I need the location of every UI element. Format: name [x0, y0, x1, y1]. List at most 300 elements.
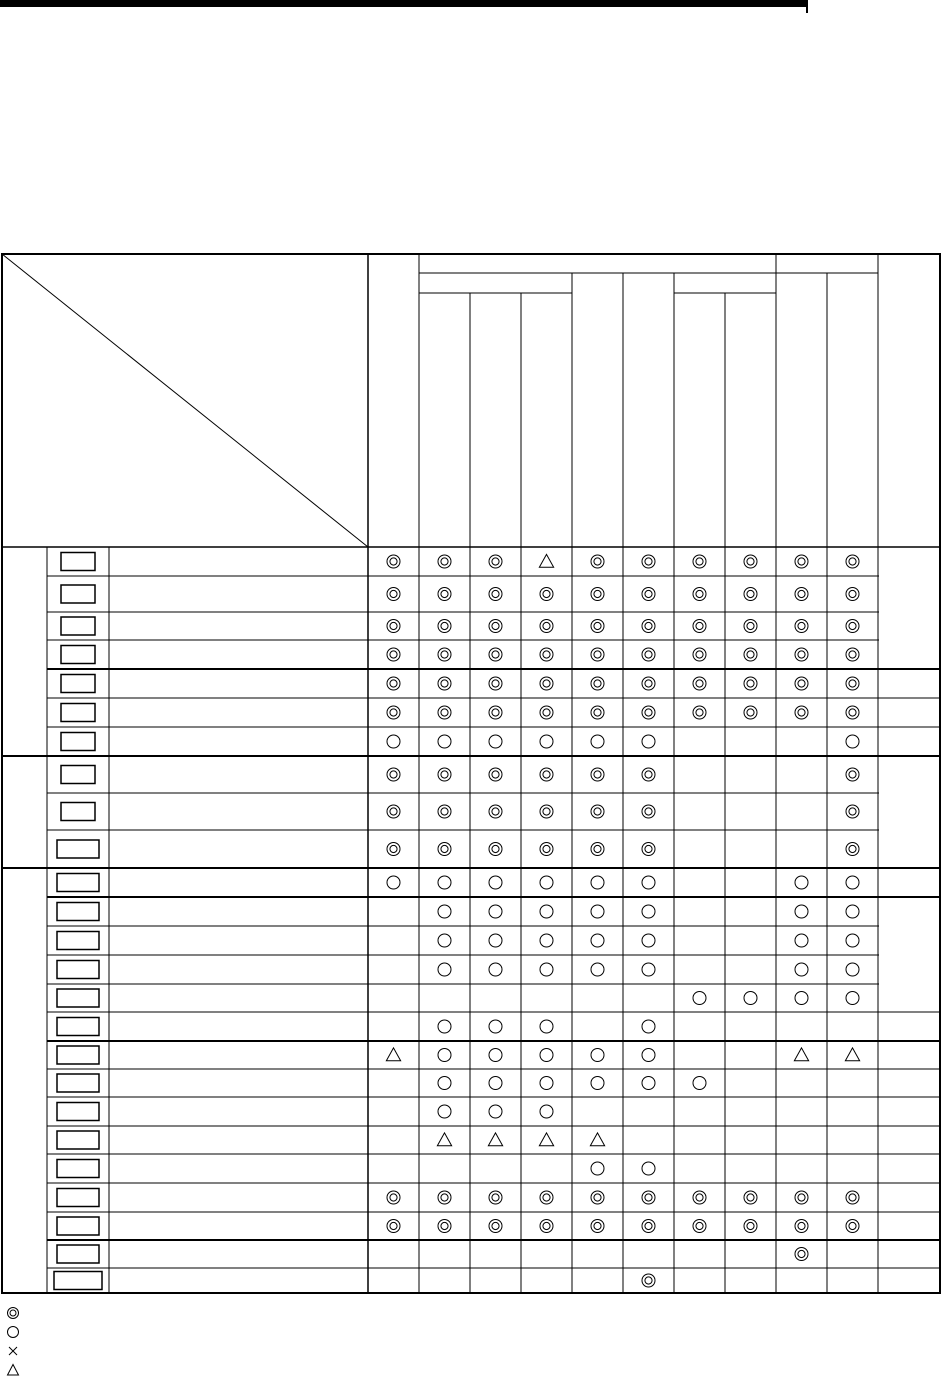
mark-double-circle-inner [594, 845, 601, 852]
mark-double-circle [591, 588, 604, 601]
legend-symbol-icon [6, 1363, 20, 1377]
mark-double-circle [744, 588, 757, 601]
mark-double-circle-inner [441, 771, 448, 778]
mark-circle [591, 1077, 604, 1090]
mark-double-circle [489, 648, 502, 661]
mark-double-circle-inner [747, 622, 754, 629]
mark-double-circle-inner [798, 680, 805, 687]
item-code-box [57, 932, 99, 950]
mark-circle [438, 1105, 451, 1118]
mark-double-circle-inner [492, 680, 499, 687]
mark-double-circle [642, 843, 655, 856]
merged-cell [879, 828, 939, 832]
mark-double-circle-inner [696, 1194, 703, 1201]
mark-double-circle-inner [441, 1194, 448, 1201]
item-code-box [61, 585, 95, 603]
mark-double-circle [540, 706, 553, 719]
mark-circle [438, 735, 451, 748]
mark-circle [540, 1020, 553, 1033]
item-code-box [57, 840, 99, 858]
mark-circle [693, 992, 706, 1005]
mark-double-circle-inner [390, 709, 397, 716]
mark-double-circle [438, 706, 451, 719]
mark-double-circle-inner [747, 1194, 754, 1201]
mark-double-circle [693, 677, 706, 690]
mark-double-circle [591, 805, 604, 818]
mark-double-circle-inner [441, 808, 448, 815]
mark-double-circle [438, 588, 451, 601]
mark-double-circle-inner [747, 680, 754, 687]
mark-double-circle [744, 677, 757, 690]
item-code-box [57, 1245, 99, 1263]
mark-double-circle [489, 677, 502, 690]
mark-circle [591, 963, 604, 976]
mark-double-circle-inner [849, 680, 856, 687]
mark-double-circle-inner [441, 845, 448, 852]
mark-double-circle-inner [747, 709, 754, 716]
mark-double-circle-inner [849, 622, 856, 629]
mark-double-circle [846, 1220, 859, 1233]
mark-double-circle-inner [594, 1194, 601, 1201]
mark-circle [642, 1020, 655, 1033]
mark-double-circle-inner [594, 622, 601, 629]
mark-double-circle-inner [441, 622, 448, 629]
mark-double-circle-inner [492, 808, 499, 815]
mark-double-circle-inner [798, 622, 805, 629]
mark-circle [438, 1049, 451, 1062]
mark-double-circle-inner [849, 590, 856, 597]
legend-symbol-icon [6, 1325, 20, 1339]
item-code-box [61, 733, 95, 751]
mark-circle [642, 1077, 655, 1090]
mark-double-circle [642, 805, 655, 818]
mark-double-circle [489, 588, 502, 601]
item-code-box [61, 646, 95, 664]
mark-double-circle-inner [645, 1194, 652, 1201]
mark-double-circle [846, 1191, 859, 1204]
mark-double-circle-inner [645, 651, 652, 658]
mark-circle [489, 735, 502, 748]
mark-double-circle [693, 648, 706, 661]
mark-circle [642, 963, 655, 976]
mark-triangle [845, 1048, 859, 1061]
mark-double-circle [438, 1220, 451, 1233]
merged-cell [879, 638, 939, 642]
mark-double-circle-inner [390, 771, 397, 778]
mark-double-circle-inner [441, 680, 448, 687]
mark-double-circle-inner [798, 1250, 805, 1257]
mark-circle [591, 1049, 604, 1062]
legend-row [6, 1322, 20, 1341]
mark-double-circle-inner [696, 622, 703, 629]
mark-circle [540, 1077, 553, 1090]
mark-double-circle-inner [492, 1222, 499, 1229]
mark-double-circle [591, 843, 604, 856]
mark-circle [438, 905, 451, 918]
mark-double-circle-inner [492, 709, 499, 716]
mark-double-circle-inner [747, 590, 754, 597]
mark-double-circle [591, 1191, 604, 1204]
item-code-box [61, 617, 95, 635]
merged-cell [879, 574, 939, 578]
mark-double-circle [540, 843, 553, 856]
mark-double-circle [438, 677, 451, 690]
mark-double-circle [489, 555, 502, 568]
mark-triangle [437, 1133, 451, 1146]
mark-circle [387, 876, 400, 889]
mark-double-circle [846, 677, 859, 690]
mark-double-circle [846, 648, 859, 661]
mark-double-circle [642, 555, 655, 568]
mark-double-circle [489, 1220, 502, 1233]
mark-double-circle-inner [594, 1222, 601, 1229]
mark-double-circle-inner [594, 558, 601, 565]
mark-circle [591, 905, 604, 918]
item-code-box [57, 1103, 99, 1121]
mark-double-circle [744, 620, 757, 633]
item-code-box [54, 1272, 102, 1290]
mark-double-circle-inner [849, 558, 856, 565]
mark-circle [591, 934, 604, 947]
mark-double-circle [744, 648, 757, 661]
mark-circle [540, 963, 553, 976]
item-code-box [57, 1131, 99, 1149]
mark-double-circle [846, 620, 859, 633]
mark-double-circle-inner [696, 680, 703, 687]
mark-double-circle [846, 706, 859, 719]
mark-double-circle-inner [594, 771, 601, 778]
mark-double-circle [489, 805, 502, 818]
mark-double-circle [591, 706, 604, 719]
mark-double-circle [540, 1191, 553, 1204]
mark-double-circle [387, 805, 400, 818]
mark-double-circle [540, 768, 553, 781]
mark-double-circle-inner [492, 558, 499, 565]
legend-row [6, 1303, 20, 1322]
mark-double-circle [744, 1220, 757, 1233]
mark-double-circle [846, 843, 859, 856]
mark-double-circle-inner [645, 771, 652, 778]
mark-double-circle [489, 843, 502, 856]
mark-double-circle [591, 620, 604, 633]
mark-double-circle [744, 555, 757, 568]
item-code-box [61, 675, 95, 693]
mark-double-circle [795, 648, 808, 661]
mark-double-circle-inner [492, 651, 499, 658]
mark-double-circle [642, 1220, 655, 1233]
mark-double-circle [642, 677, 655, 690]
mark-circle [438, 934, 451, 947]
mark-double-circle-inner [441, 651, 448, 658]
mark-circle [489, 963, 502, 976]
mark-double-circle-inner [441, 1222, 448, 1229]
mark-double-circle-inner [543, 1222, 550, 1229]
mark-double-circle-inner [798, 1222, 805, 1229]
mark-double-circle [540, 620, 553, 633]
mark-double-circle [693, 1191, 706, 1204]
mark-double-circle [846, 805, 859, 818]
mark-circle [387, 735, 400, 748]
mark-double-circle-inner [696, 558, 703, 565]
mark-circle [642, 1049, 655, 1062]
mark-double-circle [387, 1220, 400, 1233]
mark-circle [489, 1077, 502, 1090]
mark-double-circle [387, 706, 400, 719]
mark-double-circle-inner [696, 590, 703, 597]
mark-double-circle [693, 555, 706, 568]
mark-double-circle [846, 768, 859, 781]
legend-symbol-icon [6, 1306, 20, 1320]
mark-double-circle [795, 1248, 808, 1261]
mark-double-circle [795, 588, 808, 601]
mark-triangle [590, 1133, 604, 1146]
mark-double-circle-inner [849, 808, 856, 815]
mark-double-circle-inner [645, 1277, 652, 1284]
mark-double-circle-inner [645, 558, 652, 565]
mark-circle [438, 1020, 451, 1033]
mark-double-circle-inner [492, 622, 499, 629]
mark-circle [642, 905, 655, 918]
mark-double-circle-inner [696, 709, 703, 716]
mark-double-circle-inner [849, 651, 856, 658]
mark-circle [540, 905, 553, 918]
item-code-box [57, 903, 99, 921]
mark-double-circle [591, 677, 604, 690]
mark-double-circle-inner [798, 709, 805, 716]
mark-double-circle [387, 1191, 400, 1204]
item-code-box [57, 1074, 99, 1092]
item-code-box [57, 1189, 99, 1207]
mark-double-circle-inner [645, 808, 652, 815]
mark-circle [591, 876, 604, 889]
item-code-box [57, 1018, 99, 1036]
mark-double-circle [795, 1220, 808, 1233]
mark-circle [846, 934, 859, 947]
mark-double-circle [642, 648, 655, 661]
mark-double-circle-inner [543, 1194, 550, 1201]
mark-double-circle [489, 620, 502, 633]
mark-double-circle-inner [645, 1222, 652, 1229]
mark-circle [693, 1077, 706, 1090]
mark-circle [795, 934, 808, 947]
mark-circle [642, 1162, 655, 1175]
mark-double-circle [795, 706, 808, 719]
mark-double-circle [846, 555, 859, 568]
mark-double-circle-inner [390, 1194, 397, 1201]
mark-double-circle [438, 555, 451, 568]
mark-double-circle [795, 1191, 808, 1204]
mark-circle [540, 735, 553, 748]
mark-double-circle [489, 706, 502, 719]
mark-double-circle-inner [543, 680, 550, 687]
mark-double-circle-inner [798, 558, 805, 565]
mark-double-circle [438, 843, 451, 856]
item-code-box [57, 989, 99, 1007]
mark-double-circle [540, 648, 553, 661]
mark-double-circle [642, 620, 655, 633]
mark-circle [642, 735, 655, 748]
mark-double-circle-inner [594, 808, 601, 815]
mark-double-circle-inner [543, 845, 550, 852]
mark-circle [846, 876, 859, 889]
item-code-box [57, 1160, 99, 1178]
mark-double-circle-inner [849, 771, 856, 778]
mark-double-circle-inner [747, 651, 754, 658]
merged-cell [879, 610, 939, 614]
mark-double-circle [642, 588, 655, 601]
mark-triangle [539, 554, 553, 567]
mark-double-circle-inner [696, 1222, 703, 1229]
mark-double-circle [489, 1191, 502, 1204]
mark-double-circle-inner [390, 845, 397, 852]
mark-double-circle-inner [390, 651, 397, 658]
mark-double-circle [693, 620, 706, 633]
mark-double-circle-inner [645, 590, 652, 597]
mark-double-circle-inner [645, 680, 652, 687]
mark-double-circle-inner [492, 845, 499, 852]
item-code-box [57, 1217, 99, 1235]
mark-double-circle-inner [543, 709, 550, 716]
mark-triangle [539, 1133, 553, 1146]
mark-circle [489, 905, 502, 918]
mark-circle [795, 992, 808, 1005]
mark-triangle [386, 1048, 400, 1061]
mark-circle [846, 992, 859, 1005]
item-code-box [61, 704, 95, 722]
mark-double-circle [642, 768, 655, 781]
mark-circle [642, 876, 655, 889]
mark-double-circle-inner [594, 680, 601, 687]
mark-circle [795, 963, 808, 976]
mark-double-circle [642, 706, 655, 719]
mark-double-circle [540, 588, 553, 601]
mark-double-circle-inner [492, 590, 499, 597]
mark-double-circle-inner [390, 590, 397, 597]
mark-double-circle-inner [849, 845, 856, 852]
mark-circle [489, 1049, 502, 1062]
mark-double-circle-inner [543, 651, 550, 658]
item-code-box [61, 803, 95, 821]
mark-double-circle-inner [390, 1222, 397, 1229]
mark-double-circle [438, 648, 451, 661]
mark-triangle [488, 1133, 502, 1146]
mark-double-circle-inner [441, 558, 448, 565]
mark-circle [744, 992, 757, 1005]
mark-double-circle-inner [798, 1194, 805, 1201]
mark-double-circle [642, 1191, 655, 1204]
mark-double-circle [387, 677, 400, 690]
mark-double-circle-inner [747, 558, 754, 565]
mark-circle [642, 934, 655, 947]
mark-double-circle [591, 555, 604, 568]
mark-double-circle-inner [798, 651, 805, 658]
mark-circle [540, 1105, 553, 1118]
mark-double-circle [591, 1220, 604, 1233]
mark-double-circle-inner [390, 680, 397, 687]
mark-triangle [794, 1048, 808, 1061]
mark-double-circle [387, 555, 400, 568]
item-code-box [57, 874, 99, 892]
mark-double-circle [744, 706, 757, 719]
mark-double-circle-inner [594, 651, 601, 658]
mark-circle [795, 876, 808, 889]
mark-double-circle-inner [594, 590, 601, 597]
mark-double-circle-inner [492, 771, 499, 778]
mark-double-circle [438, 768, 451, 781]
mark-double-circle [744, 1191, 757, 1204]
mark-circle [540, 934, 553, 947]
merged-cell [879, 953, 939, 957]
mark-double-circle-inner [543, 622, 550, 629]
mark-circle [846, 735, 859, 748]
mark-double-circle-inner [696, 651, 703, 658]
mark-double-circle-inner [390, 622, 397, 629]
mark-circle [591, 735, 604, 748]
mark-circle [795, 905, 808, 918]
merged-cell [879, 924, 939, 928]
mark-double-circle [438, 620, 451, 633]
mark-double-circle-inner [441, 709, 448, 716]
mark-circle [438, 876, 451, 889]
header-diagonal [2, 254, 368, 547]
mark-double-circle-inner [543, 590, 550, 597]
item-code-box [57, 961, 99, 979]
mark-double-circle [846, 588, 859, 601]
mark-double-circle [489, 768, 502, 781]
mark-circle [438, 1077, 451, 1090]
mark-circle [591, 1162, 604, 1175]
mark-double-circle-inner [441, 590, 448, 597]
mark-double-circle [387, 843, 400, 856]
mark-double-circle [693, 588, 706, 601]
mark-double-circle [387, 768, 400, 781]
mark-double-circle [438, 1191, 451, 1204]
mark-circle [489, 1105, 502, 1118]
mark-double-circle [540, 1220, 553, 1233]
mark-double-circle-inner [798, 590, 805, 597]
mark-double-circle [795, 555, 808, 568]
legend-symbol-icon [6, 1344, 20, 1358]
item-code-box [61, 766, 95, 784]
mark-circle [438, 963, 451, 976]
mark-double-circle [387, 588, 400, 601]
mark-double-circle [795, 677, 808, 690]
item-code-box [61, 553, 95, 571]
mark-double-circle-inner [543, 808, 550, 815]
mark-double-circle-inner [543, 771, 550, 778]
mark-double-circle-inner [849, 1194, 856, 1201]
mark-double-circle [387, 648, 400, 661]
table-frame [2, 254, 940, 1293]
mark-circle [540, 1049, 553, 1062]
legend-row [6, 1341, 20, 1360]
mark-double-circle-inner [594, 709, 601, 716]
mark-double-circle-inner [645, 845, 652, 852]
merged-cell [879, 791, 939, 795]
mark-circle [489, 876, 502, 889]
mark-double-circle-inner [492, 1194, 499, 1201]
mark-double-circle [795, 620, 808, 633]
mark-circle [489, 934, 502, 947]
mark-double-circle [591, 648, 604, 661]
mark-double-circle-inner [390, 808, 397, 815]
mark-double-circle-inner [645, 709, 652, 716]
mark-circle [846, 905, 859, 918]
mark-double-circle [387, 620, 400, 633]
symbol-legend [6, 1303, 20, 1379]
mark-double-circle [591, 768, 604, 781]
merged-cell [879, 982, 939, 986]
